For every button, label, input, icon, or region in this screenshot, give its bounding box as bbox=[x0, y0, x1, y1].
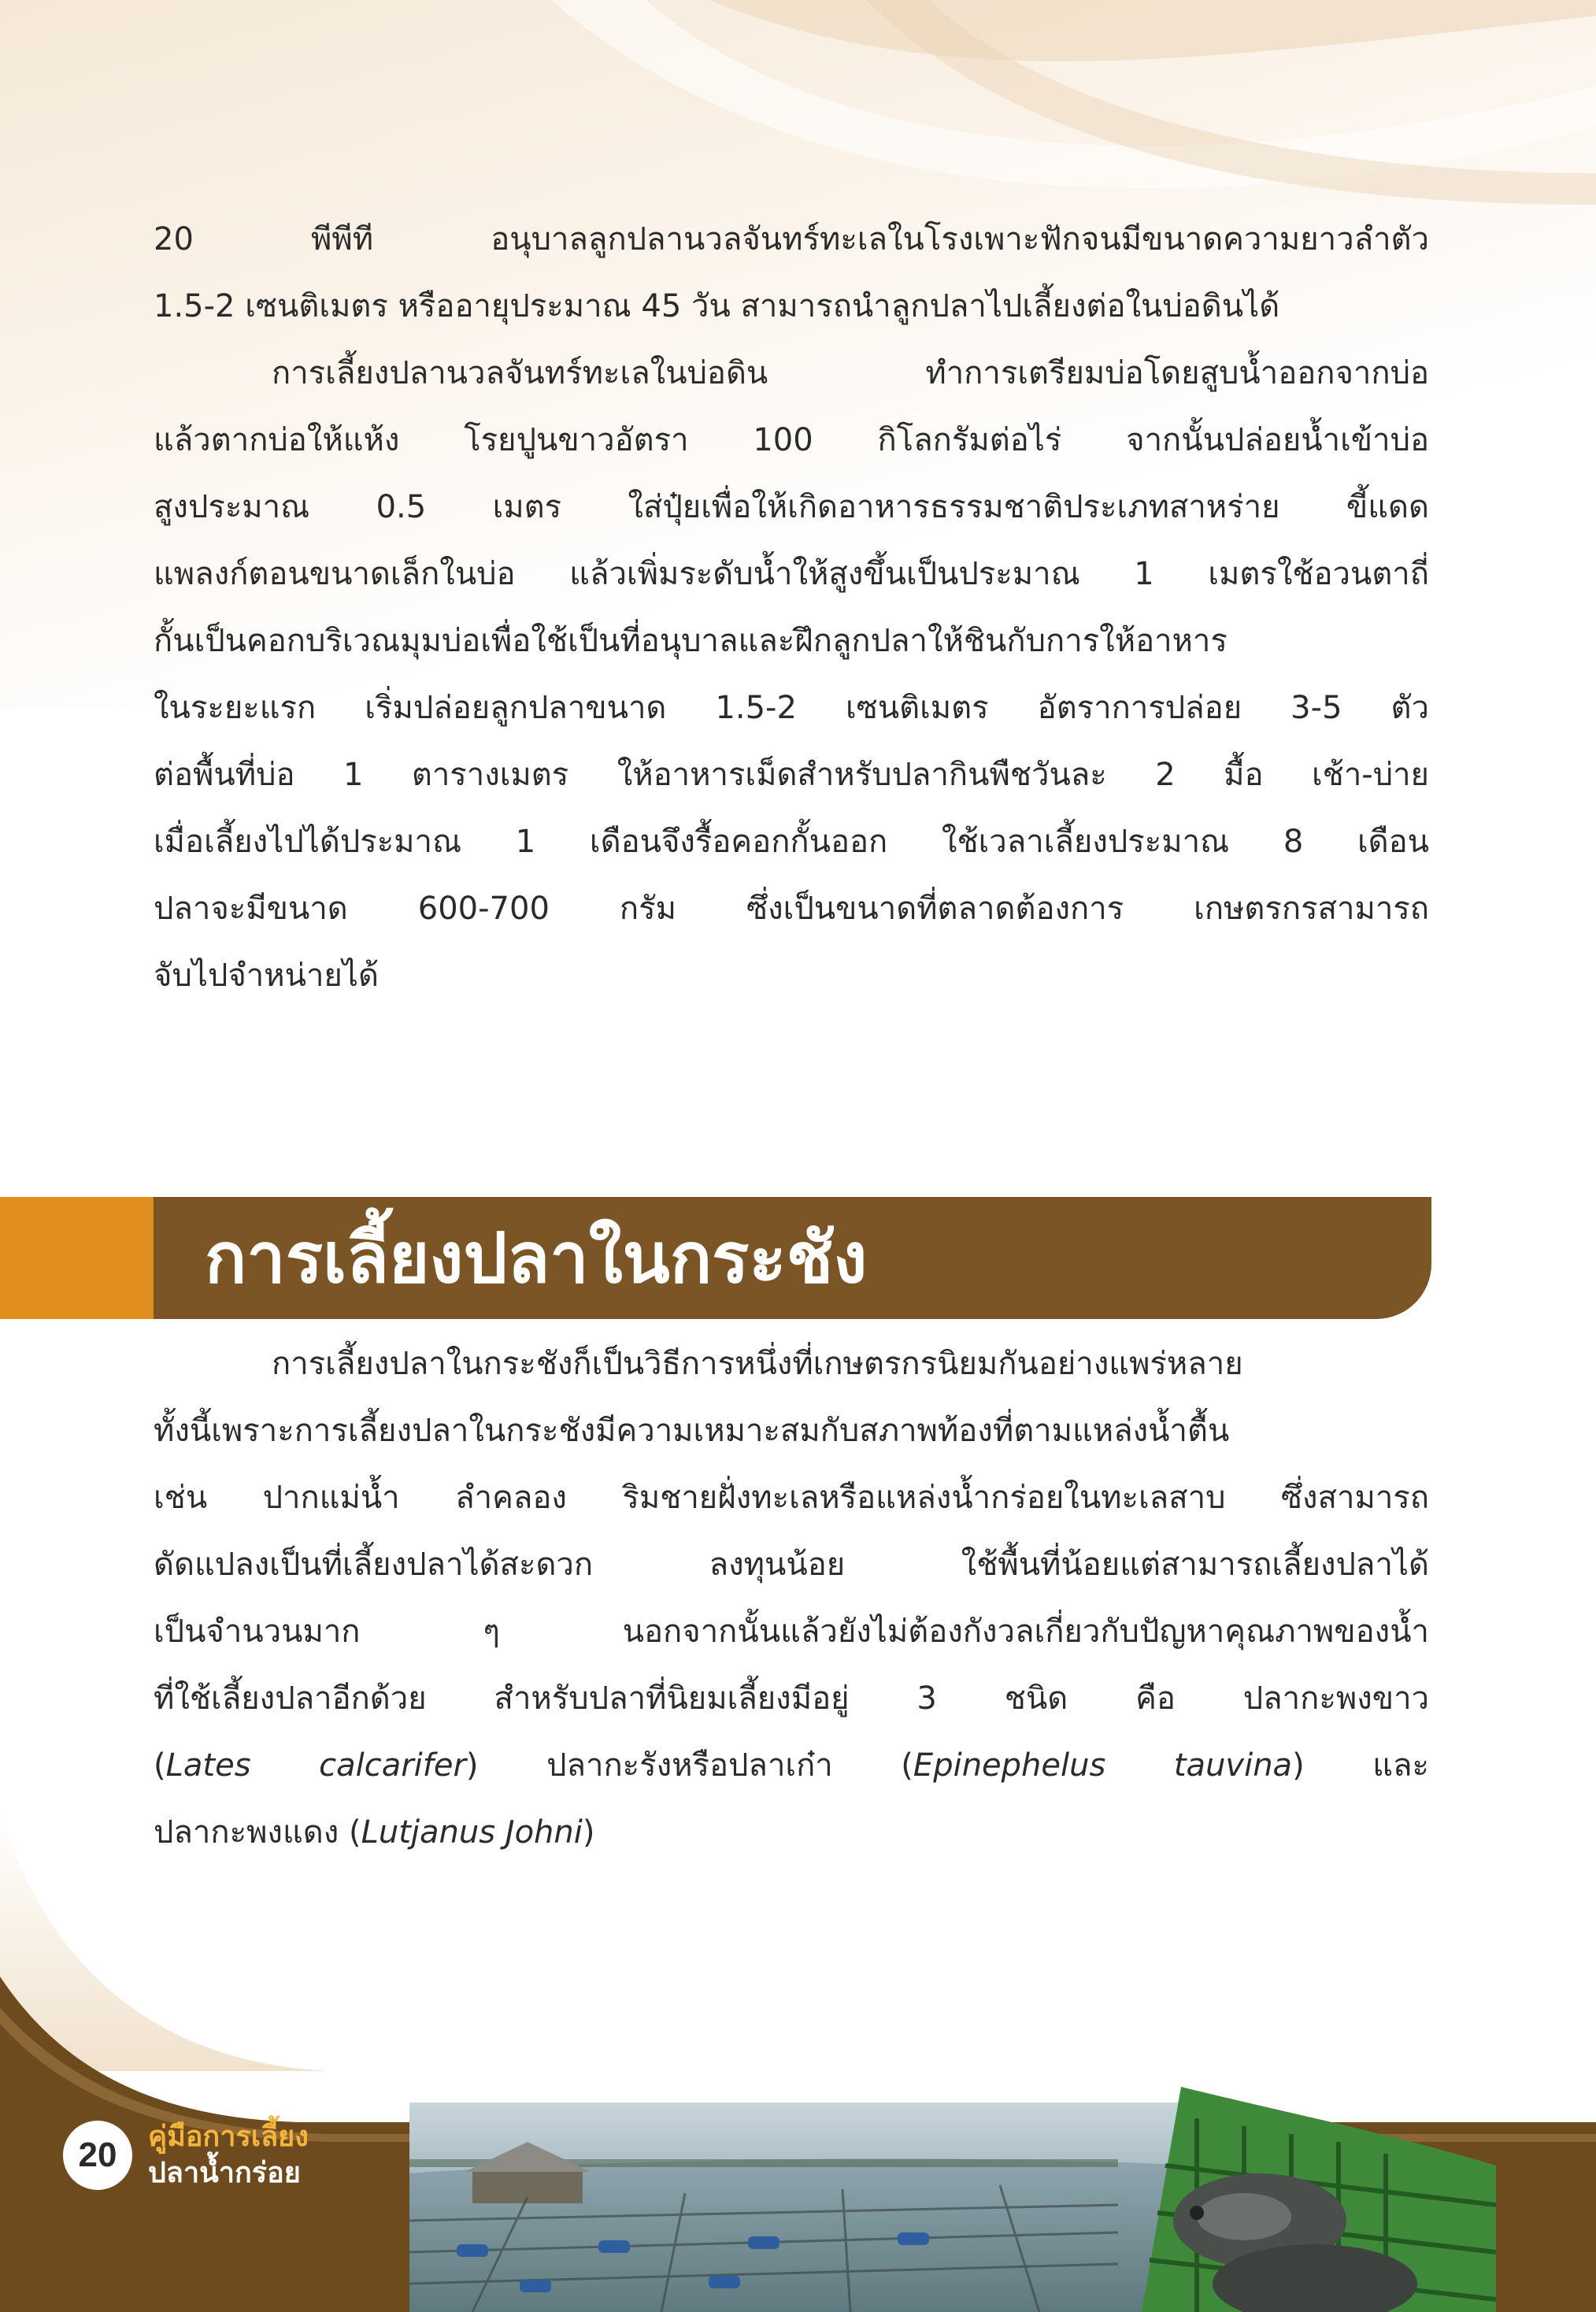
book-title-line2: ปลาน้ำกร่อย bbox=[148, 2156, 301, 2188]
paren: ( bbox=[154, 1747, 166, 1784]
text-segment: ) ปลากะรังหรือปลาเก๋า ( bbox=[465, 1747, 913, 1784]
intro-paragraph bbox=[154, 206, 1429, 1010]
species-line bbox=[154, 1732, 1429, 1799]
scientific-name: Lutjanus Johni bbox=[361, 1814, 583, 1851]
text-line: 20 พีพีที อนุบาลลูกปลานวลจันทร์ทะเลในโรงเพาะฟักจนมีขนาดความยาวลำตัว bbox=[154, 221, 1429, 258]
text-line: การเลี้ยงปลานวลจันทร์ทะเลในบ่อดิน ทำการเตรียมบ่อโดยสูบน้ำออกจากบ่อ bbox=[272, 355, 1429, 391]
text-line: ที่ใช้เลี้ยงปลาอีกด้วย สำหรับปลาที่นิยมเลี้ยงมีอยู่ 3 ชนิด คือ ปลากะพงขาว bbox=[154, 1680, 1429, 1717]
text-line: การเลี้ยงปลาในกระชังก็เป็นวิธีการหนึ่งที่เกษตรกรนิยมกันอย่างแพร่หลาย bbox=[272, 1346, 1243, 1382]
scientific-name: Lates calcarifer bbox=[165, 1747, 466, 1784]
text-line: กั้นเป็นคอกบริเวณมุมบ่อเพื่อใช้เป็นที่อนุบาลและฝึกลูกปลาให้ชินกับการให้อาหาร bbox=[154, 623, 1228, 659]
text-line: จับไปจำหน่ายได้ bbox=[154, 958, 379, 994]
text-line: เช่น ปากแม่น้ำ ลำคลอง ริมชายฝั่งทะเลหรือแหล่งน้ำกร่อยในทะเลสาบ ซึ่งสามารถ bbox=[154, 1480, 1429, 1516]
text-line: ปลาจะมีขนาด 600-700 กรัม ซึ่งเป็นขนาดที่ตลาดต้องการ เกษตรกรสามารถ bbox=[154, 891, 1429, 927]
cage-paragraph bbox=[154, 1331, 1429, 1866]
book-title bbox=[148, 2118, 309, 2191]
section-title: การเลี้ยงปลาในกระชัง bbox=[205, 1219, 868, 1297]
text-line: ดัดแปลงเป็นที่เลี้ยงปลาได้สะดวก ลงทุนน้อย ใช้พื้นที่น้อยแต่สามารถเลี้ยงปลาได้ bbox=[154, 1547, 1429, 1583]
book-title-line1: คู่มือการเลี้ยง bbox=[148, 2120, 309, 2152]
page-number: 20 bbox=[63, 2121, 132, 2190]
scientific-name: Epinephelus tauvina bbox=[913, 1747, 1293, 1784]
text-segment: ) bbox=[582, 1814, 595, 1851]
section-accent bbox=[0, 1197, 154, 1319]
text-line: ต่อพื้นที่บ่อ 1 ตารางเมตร ให้อาหารเม็ดสำหรับปลากินพืชวันละ 2 มื้อ เช้า-บ่าย bbox=[154, 757, 1429, 793]
section-heading-bar bbox=[0, 1197, 1431, 1319]
text-line: ในระยะแรก เริ่มปล่อยลูกปลาขนาด 1.5-2 เซนติเมตร อัตราการปล่อย 3-5 ตัว bbox=[154, 690, 1429, 726]
text-segment: ปลากะพงแดง ( bbox=[154, 1814, 361, 1851]
fish-farm-photo bbox=[409, 2087, 1496, 2312]
text-line: ทั้งนี้เพราะการเลี้ยงปลาในกระชังมีความเหมาะสมกับสภาพท้องที่ตามแหล่งน้ำตื้น bbox=[154, 1413, 1230, 1449]
text-line: 1.5-2 เซนติเมตร หรืออายุประมาณ 45 วัน สามารถนำลูกปลาไปเลี้ยงต่อในบ่อดินได้ bbox=[154, 288, 1280, 324]
text-segment: ) และ bbox=[1292, 1747, 1430, 1784]
text-line: แพลงก์ตอนขนาดเล็กในบ่อ แล้วเพิ่มระดับน้ำให้สูงขึ้นเป็นประมาณ 1 เมตรใช้อวนตาถี่ bbox=[154, 556, 1429, 592]
text-line: เป็นจำนวนมาก ๆ นอกจากนั้นแล้วยังไม่ต้องกังวลเกี่ยวกับปัญหาคุณภาพของน้ำ bbox=[154, 1614, 1429, 1650]
text-line: สูงประมาณ 0.5 เมตร ใส่ปุ๋ยเพื่อให้เกิดอาหารธรรมชาติประเภทสาหร่าย ขี้แดด bbox=[154, 489, 1429, 525]
text-line: แล้วตากบ่อให้แห้ง โรยปูนขาวอัตรา 100 กิโลกรัมต่อไร่ จากนั้นปล่อยน้ำเข้าบ่อ bbox=[154, 422, 1429, 458]
text-line: เมื่อเลี้ยงไปได้ประมาณ 1 เดือนจึงรื้อคอกกั้นออก ใช้เวลาเลี้ยงประมาณ 8 เดือน bbox=[154, 824, 1429, 860]
